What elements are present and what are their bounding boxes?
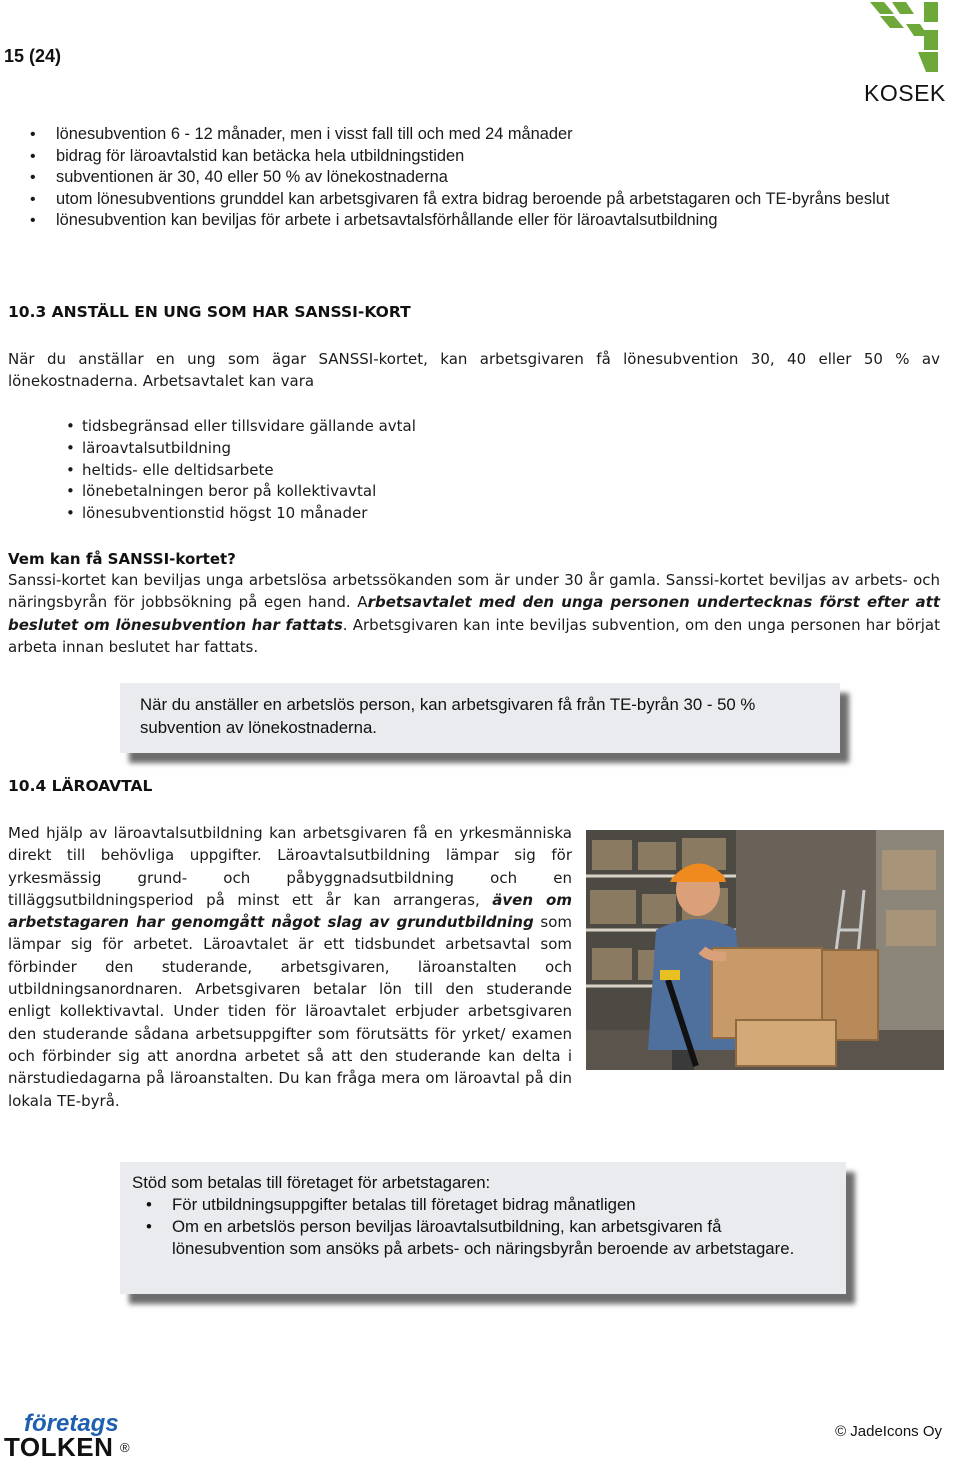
list-item: • lönebetalningen beror på kollektivavtal [66, 481, 416, 503]
list-item: • bidrag för läroavtalstid kan betäcka hela utbildningstiden [30, 146, 950, 168]
contract-types-list [66, 416, 416, 525]
page-number: 15 (24) [4, 46, 62, 66]
laroavtal-paragraph-part-1: Med hjälp av läroavtalsutbildning kan arbetsgivaren få en yrkesmänniska direkt till behövliga uppgifter. Läroavtalsutbildning lämpar sig för yrkesmässig grund- och påbyggnadsutbildning och en tilläggsutbildningsperiod på minst ett år kan arrangeras, [8, 824, 572, 909]
section-heading-10-4: 10.4 LÄROAVTAL [8, 777, 153, 795]
foretagstolken-logo [2, 1404, 134, 1460]
laroavtal-paragraph-part-2: som lämpar sig för arbetet. Läroavtalet är ett tidsbundet arbetsavtal som förbinder den studerande, arbetsgivaren, läroanstalten och utbildningsanordnaren. Arbetsgivaren betalar lön till den studerande enligt kollektivavtal. Under tiden för läroavtalet erbjuder arbetsgivaren den studerande sådana arbetsuppgifter som förutsätts för yrket/ examen och förbinder sig att anordna arbetet så att den studerande kan delta i närstudiedagarna på läroanstalten. Du kan fråga mera om läroavtal på din lokala TE-byrå. [8, 913, 572, 1110]
sanssi-paragraph [8, 569, 940, 658]
section-10-3-intro: När du anställar en ung som ägar SANSSI-kortet, kan arbetsgivaren få lönesubvention 30, 40 eller 50 % av lönekostnaderna. Arbetsavtalet kan vara [8, 350, 940, 391]
list-item: • heltids- elle deltidsarbete [66, 460, 416, 482]
support-callout-title: Stöd som betalas till företaget för arbetstagaren: [132, 1173, 491, 1192]
list-item: • Om en arbetslös person beviljas läroavtalsutbildning, kan arbetsgivaren få lönesubvention som ansöks på arbets- och näringsbyrån beroende av arbetstagare. [132, 1216, 832, 1260]
list-item: • lönesubventionstid högst 10 månader [66, 503, 416, 525]
logo-line-1: företags [24, 1410, 119, 1437]
kosek-wordmark: KOSEK [864, 80, 946, 106]
subsidy-callout-text: När du anställer en arbetslös person, kan arbetsgivaren få från TE-byrån 30 - 50 % subvention av lönekostnaderna. [140, 695, 756, 737]
list-item: • lönesubvention 6 - 12 månader, men i visst fall till och med 24 månader [30, 124, 950, 146]
copyright: © JadeIcons Oy [835, 1423, 942, 1440]
list-item: • subventionen är 30, 40 eller 50 % av lönekostnaderna [30, 167, 950, 189]
sanssi-paragraph-part-1: Sanssi-kortet kan beviljas unga arbetslösa arbetssökanden som är under 30 år gamla. Sanssi-kortet beviljas av arbets- och näringsbyrån för jobbsökning på egen hand. A [8, 571, 940, 612]
sanssi-subheading: Vem kan få SANSSI-kortet? [8, 550, 236, 568]
list-item: • läroavtalsutbildning [66, 438, 416, 460]
kosek-chevron-icon [862, 2, 944, 80]
kosek-logo [862, 2, 946, 106]
list-item: • tidsbegränsad eller tillsvidare gällande avtal [66, 416, 416, 438]
logo-line-2: TOLKEN [4, 1432, 114, 1462]
list-item: • För utbildningsuppgifter betalas till företaget bidrag månatligen [132, 1194, 832, 1216]
sanssi-paragraph-emphasis: rbetsavtalet med den unga personen undertecknas först efter att beslutet om lönesubvention har fattats [8, 593, 940, 634]
top-bullet-list [30, 124, 950, 232]
laroavtal-paragraph-emphasis: även om arbetstagaren har genomgått något slag av grundutbildning [8, 890, 572, 932]
sanssi-paragraph-part-2: . Arbetsgivaren kan inte beviljas subvention, om den unga personen har börjat arbeta innan beslutet har fattats. [8, 615, 940, 656]
section-heading-10-3: 10.3 ANSTÄLL EN UNG SOM HAR SANSSI-KORT [8, 303, 411, 321]
support-callout [120, 1162, 846, 1294]
support-callout-list [132, 1194, 832, 1260]
registered-mark: ® [120, 1440, 130, 1455]
support-callout-content [132, 1172, 832, 1260]
laroavtal-paragraph [8, 822, 572, 1112]
subsidy-callout [120, 683, 840, 753]
list-item: • utom lönesubventions grunddel kan arbetsgivaren få extra bidrag beroende på arbetstagaren och TE-byråns beslut [30, 189, 936, 211]
warehouse-worker-photo [586, 830, 944, 1070]
list-item: • lönesubvention kan beviljas för arbete i arbetsavtalsförhållande eller för läroavtalsutbildning [30, 210, 950, 232]
